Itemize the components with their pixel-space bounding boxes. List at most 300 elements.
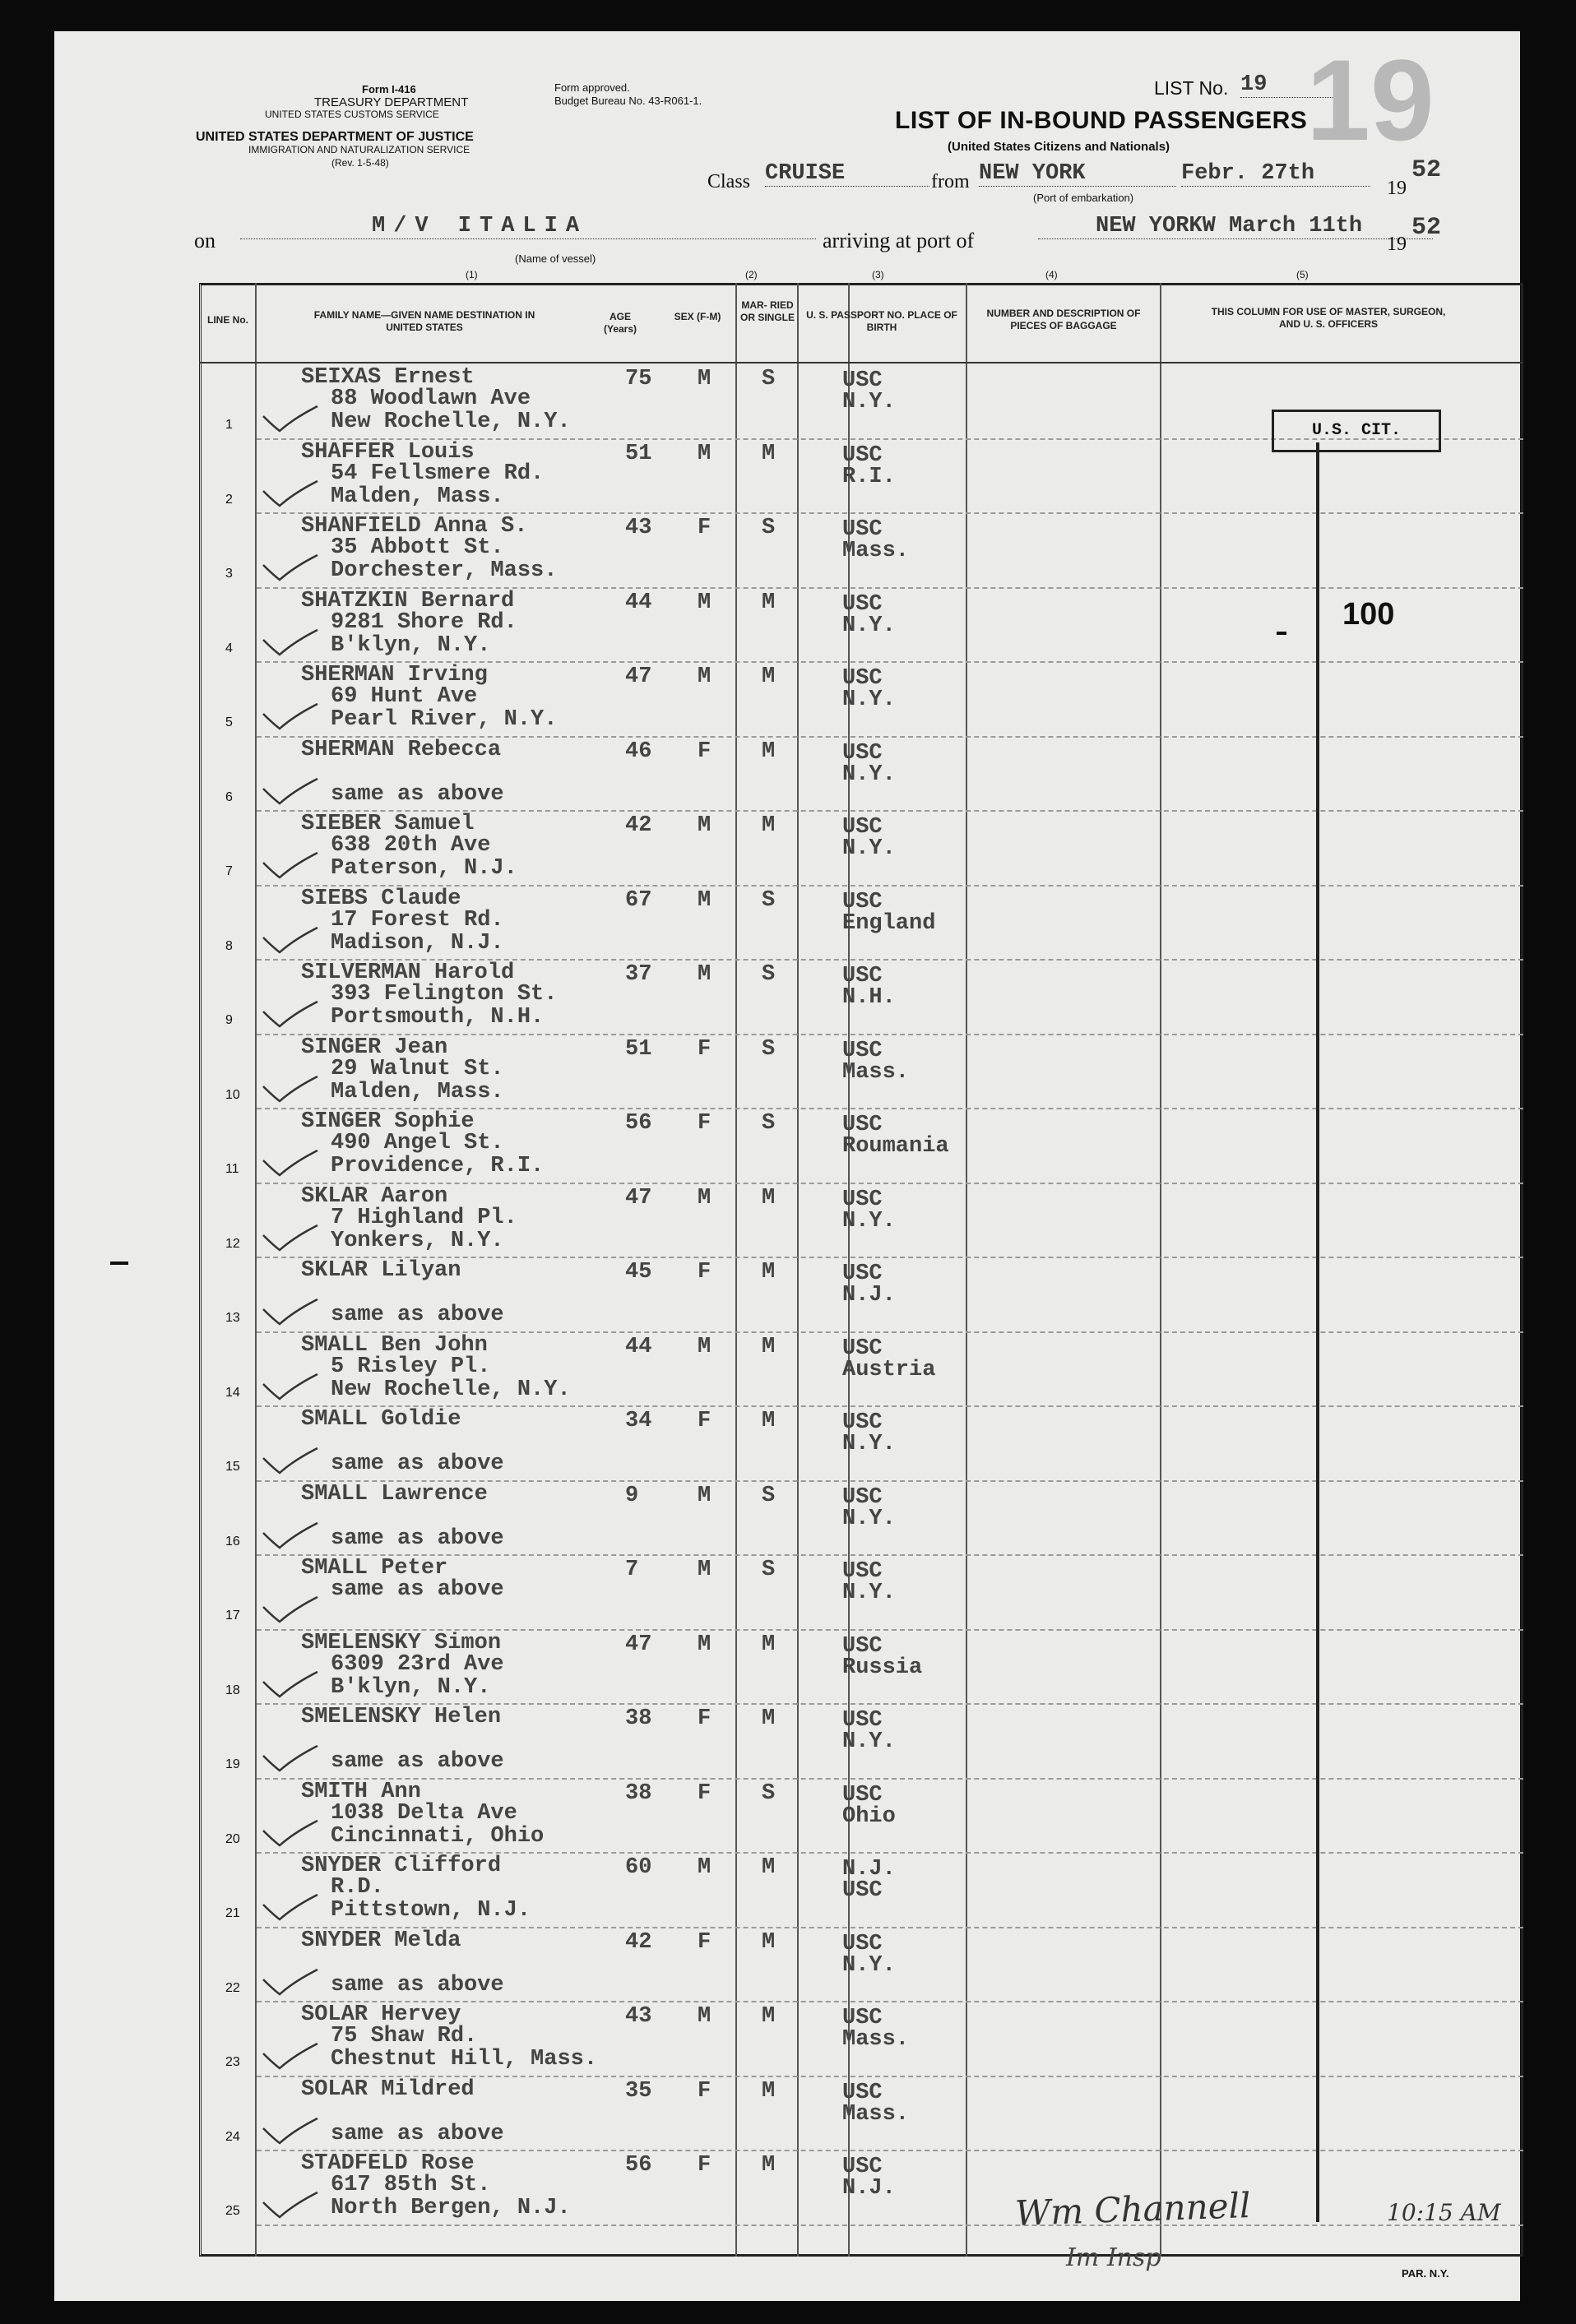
passenger-sex: M <box>698 1483 712 1508</box>
customs-label: UNITED STATES CUSTOMS SERVICE <box>265 109 439 120</box>
passenger-marital: M <box>762 1929 776 1955</box>
header-age: AGE (Years) <box>603 311 637 335</box>
passport-status: USC <box>842 2080 883 2105</box>
birthplace: N.Y. <box>842 836 896 861</box>
class-value: CRUISE <box>765 161 929 187</box>
passenger-age: 44 <box>625 1334 652 1359</box>
signature-time: 10:15 AM <box>1387 2199 1501 2226</box>
passport-status: USC <box>842 1187 883 1212</box>
passenger-marital: M <box>762 2153 776 2178</box>
birthplace: N.Y. <box>842 1432 896 1456</box>
passenger-sex: M <box>698 1855 712 1880</box>
passenger-address: 35 Abbott St. <box>331 535 504 560</box>
page-subtitle: (United States Citizens and Nationals) <box>948 140 1170 154</box>
row-separator <box>257 1778 1523 1780</box>
check-mark-icon <box>262 926 319 954</box>
line-number: 8 <box>225 938 233 953</box>
passenger-city: Pittstown, N.J. <box>331 1898 531 1923</box>
passenger-age: 47 <box>625 1185 652 1211</box>
col-number-5: (5) <box>1296 269 1309 280</box>
passport-status: N.J. <box>842 1857 896 1882</box>
check-mark-icon <box>262 2117 319 2145</box>
passenger-name: SKLAR Aaron <box>301 1183 448 1209</box>
passenger-sex: F <box>698 1929 712 1955</box>
ins-label: IMMIGRATION AND NATURALIZATION SERVICE <box>248 144 470 155</box>
passenger-age: 51 <box>625 1036 652 1062</box>
passenger-address: 17 Forest Rd. <box>331 907 504 933</box>
passenger-sex: M <box>698 664 712 689</box>
vessel-label: (Name of vessel) <box>515 252 596 265</box>
check-mark-icon <box>262 1744 319 1772</box>
passenger-city: North Bergen, N.J. <box>331 2196 571 2220</box>
passenger-name: SMELENSKY Simon <box>301 1630 502 1655</box>
line-number: 6 <box>225 789 233 804</box>
class-label: Class <box>707 171 751 192</box>
birthplace: England <box>842 910 936 936</box>
year-2: 52 <box>1411 214 1442 242</box>
passenger-address: 393 Felington St. <box>331 982 558 1007</box>
col-divider <box>966 283 967 2257</box>
vessel-name: M/V ITALIA <box>240 214 816 239</box>
passport-status: USC <box>842 889 883 914</box>
line-number: 13 <box>225 1311 240 1325</box>
passenger-age: 38 <box>625 1780 652 1806</box>
passenger-marital: M <box>762 1334 776 1359</box>
header-name: FAMILY NAME—GIVEN NAME DESTINATION IN UNITED STATES <box>313 309 535 333</box>
passenger-marital: M <box>762 664 776 689</box>
check-mark-icon <box>262 1149 319 1177</box>
passenger-sex: M <box>698 590 712 615</box>
passenger-city: New Rochelle, N.Y. <box>331 410 571 434</box>
passenger-name: SMELENSKY Helen <box>301 1705 502 1729</box>
passenger-marital: M <box>762 2004 776 2029</box>
arrival-port: NEW YORKW March 11th <box>1038 214 1433 239</box>
passenger-name: SMITH Ann <box>301 1779 421 1804</box>
passenger-name: SIEBS Claude <box>301 886 461 911</box>
line-number: 16 <box>225 1534 240 1549</box>
passport-status: USC <box>842 368 883 393</box>
passenger-name: SINGER Sophie <box>301 1109 475 1134</box>
line-number: 20 <box>225 1831 240 1846</box>
col-number-1: (1) <box>466 269 478 280</box>
passenger-name: SNYDER Melda <box>301 1928 461 1953</box>
passport-status: USC <box>842 517 883 542</box>
check-mark-icon <box>262 405 319 433</box>
line-number: 19 <box>225 1757 240 1771</box>
manifest-page <box>54 31 1520 2301</box>
line-number: 15 <box>225 1460 240 1474</box>
passenger-age: 7 <box>625 1558 639 1582</box>
passenger-name: SMALL Goldie <box>301 1407 461 1432</box>
passenger-address: 88 Woodlawn Ave <box>331 387 531 411</box>
treasury-label: TREASURY DEPARTMENT <box>314 95 469 109</box>
passenger-age: 34 <box>625 1409 652 1433</box>
passport-status: USC <box>842 1410 883 1435</box>
passenger-age: 51 <box>625 441 652 466</box>
passenger-city: Providence, R.I. <box>331 1154 545 1178</box>
passenger-marital: M <box>762 738 776 764</box>
passenger-sex: F <box>698 1409 712 1433</box>
passport-status: USC <box>842 591 883 617</box>
passenger-age: 43 <box>625 2004 652 2029</box>
birthplace: Mass. <box>842 2027 910 2052</box>
passenger-name: SMALL Peter <box>301 1556 448 1581</box>
check-mark-icon <box>262 851 319 879</box>
birthplace: N.J. <box>842 1283 896 1308</box>
passenger-sex: M <box>698 367 712 391</box>
line-number: 12 <box>225 1236 240 1251</box>
col-divider <box>1160 283 1161 2257</box>
passenger-count: 100 <box>1342 597 1395 632</box>
passenger-address: 490 Angel St. <box>331 1131 504 1155</box>
passenger-address: 1038 Delta Ave <box>331 1800 517 1826</box>
line-number: 24 <box>225 2129 240 2144</box>
passenger-age: 37 <box>625 962 652 987</box>
passenger-sex: F <box>698 1036 712 1062</box>
line-number: 5 <box>225 715 233 729</box>
passenger-marital: M <box>762 590 776 615</box>
passenger-address: 54 Fellsmere Rd. <box>331 461 545 486</box>
passenger-sex: F <box>698 1260 712 1285</box>
passenger-sex: F <box>698 2153 712 2178</box>
birthplace: N.H. <box>842 985 896 1010</box>
line-number: 1 <box>225 418 233 432</box>
birthplace: Russia <box>842 1655 923 1680</box>
birthplace: Ohio <box>842 1803 896 1829</box>
approved-label: Form approved. <box>554 81 630 94</box>
from-label: from <box>931 171 970 192</box>
passenger-marital: M <box>762 1260 776 1285</box>
passenger-name: STADFELD Rose <box>301 2151 475 2176</box>
passenger-marital: M <box>762 1632 776 1657</box>
check-mark-icon <box>262 702 319 730</box>
list-no-label: LIST No. <box>1154 77 1229 99</box>
passenger-address: 638 20th Ave <box>331 833 491 858</box>
passenger-sex: M <box>698 1185 712 1211</box>
passenger-sex: M <box>698 1632 712 1657</box>
passenger-sex: M <box>698 962 712 987</box>
passenger-marital: S <box>762 887 776 913</box>
check-mark-icon <box>262 1373 319 1400</box>
passport-status: USC <box>842 740 883 766</box>
passenger-age: 47 <box>625 664 652 689</box>
passenger-marital: S <box>762 1483 776 1508</box>
passenger-sex: M <box>698 1558 712 1582</box>
header-married: MAR- RIED OR SINGLE <box>739 299 795 323</box>
passenger-address: 6309 23rd Ave <box>331 1651 504 1677</box>
line-number: 3 <box>225 567 233 581</box>
passport-status: USC <box>842 1484 883 1510</box>
check-mark-icon <box>262 553 319 581</box>
line-number: 11 <box>225 1162 239 1176</box>
us-cit-stamp: U.S. CIT. <box>1272 410 1441 452</box>
passenger-name: SMALL Lawrence <box>301 1481 488 1507</box>
year-1: 52 <box>1411 156 1442 184</box>
passenger-marital: M <box>762 1706 776 1731</box>
passenger-marital: S <box>762 1111 776 1136</box>
passenger-age: 56 <box>625 2153 652 2178</box>
passenger-city: B'klyn, N.Y. <box>331 632 491 658</box>
passport-status: USC <box>842 2006 883 2030</box>
birthplace: R.I. <box>842 464 896 489</box>
passport-status: USC <box>842 1559 883 1584</box>
birthplace: N.Y. <box>842 762 896 787</box>
passenger-city: New Rochelle, N.Y. <box>331 1377 571 1402</box>
passenger-marital: S <box>762 516 776 540</box>
passenger-sex: F <box>698 516 712 540</box>
row-separator <box>257 2224 1523 2226</box>
signature-title: Im Insp <box>1066 2243 1161 2272</box>
form-number: Form I-416 <box>362 83 416 95</box>
passenger-marital: S <box>762 1558 776 1582</box>
passport-status: USC <box>842 1038 883 1063</box>
passenger-sex: M <box>698 813 712 838</box>
passenger-sex: F <box>698 2078 712 2104</box>
passenger-sex: M <box>698 1334 712 1359</box>
passport-status: USC <box>842 1113 883 1137</box>
year-prefix-1: 19 <box>1387 178 1407 199</box>
col-divider <box>735 283 737 2257</box>
birthplace: N.Y. <box>842 1581 896 1605</box>
line-number: 23 <box>225 2055 240 2069</box>
line-number: 7 <box>225 864 233 878</box>
passenger-marital: M <box>762 2078 776 2104</box>
passenger-marital: M <box>762 441 776 466</box>
birthplace: Austria <box>842 1357 936 1382</box>
from-date: Febr. 27th <box>1181 161 1370 187</box>
passenger-city: B'klyn, N.Y. <box>331 1674 491 1700</box>
birthplace: USC <box>842 1878 883 1903</box>
line-number: 2 <box>225 492 233 507</box>
passenger-address: 7 Highland Pl. <box>331 1205 517 1230</box>
passenger-city: Chestnut Hill, Mass. <box>331 2047 598 2072</box>
passenger-address: 75 Shaw Rd. <box>331 2024 478 2049</box>
passenger-city: Portsmouth, N.H. <box>331 1005 545 1030</box>
passenger-name: SHAFFER Louis <box>301 439 475 465</box>
check-mark-icon <box>262 479 319 507</box>
passenger-sex: F <box>698 1111 712 1136</box>
check-mark-icon <box>262 1075 319 1103</box>
passport-status: USC <box>842 1633 883 1659</box>
check-mark-icon <box>262 628 319 656</box>
passport-status: USC <box>842 964 883 988</box>
passenger-age: 38 <box>625 1706 652 1731</box>
inspector-signature: Wm Channell <box>1014 2185 1252 2234</box>
passenger-name: SKLAR Lilyan <box>301 1258 461 1283</box>
line-number: 22 <box>225 1980 240 1995</box>
passenger-name: SOLAR Hervey <box>301 2002 461 2027</box>
passenger-marital: S <box>762 1780 776 1806</box>
birthplace: Mass. <box>842 2101 910 2127</box>
passenger-name: SINGER Jean <box>301 1035 448 1060</box>
passenger-address: 5 Risley Pl. <box>331 1354 491 1379</box>
check-mark-icon <box>262 1447 319 1474</box>
embarkation-label: (Port of embarkation) <box>1033 192 1134 204</box>
from-port: NEW YORK <box>979 161 1176 187</box>
passenger-sex: M <box>698 2004 712 2029</box>
count-dash <box>1277 632 1286 635</box>
col-number-2: (2) <box>745 269 758 280</box>
check-mark-icon <box>262 2042 319 2070</box>
passenger-sex: F <box>698 738 712 764</box>
check-mark-icon <box>262 1595 319 1623</box>
passenger-age: 45 <box>625 1260 652 1285</box>
passenger-marital: M <box>762 1409 776 1433</box>
passport-status: USC <box>842 442 883 468</box>
passenger-name: SEIXAS Ernest <box>301 365 475 390</box>
passport-status: USC <box>842 1262 883 1286</box>
passport-status: USC <box>842 1708 883 1733</box>
check-mark-icon <box>262 777 319 805</box>
line-number: 17 <box>225 1609 240 1623</box>
passenger-city: Madison, N.J. <box>331 930 504 956</box>
birthplace: N.Y. <box>842 390 896 414</box>
header-baggage: NUMBER AND DESCRIPTION OF PIECES OF BAGGAGE <box>986 308 1141 331</box>
passenger-city: Yonkers, N.Y. <box>331 1228 504 1253</box>
passenger-city: same as above <box>331 781 504 807</box>
birthplace: Mass. <box>842 1059 910 1085</box>
line-number: 10 <box>225 1087 240 1102</box>
passenger-marital: M <box>762 813 776 838</box>
birthplace: N.Y. <box>842 687 896 712</box>
passenger-city: same as above <box>331 1451 504 1476</box>
big-list-number: 19 <box>1306 35 1435 164</box>
check-mark-icon <box>262 2191 319 2219</box>
passenger-city: same as above <box>331 1972 504 1998</box>
passenger-name: SOLAR Mildred <box>301 2076 475 2102</box>
passenger-city: Paterson, N.J. <box>331 856 517 881</box>
rev-label: (Rev. 1-5-48) <box>331 157 389 169</box>
passenger-age: 44 <box>625 590 652 615</box>
passenger-address: 617 85th St. <box>331 2173 491 2197</box>
birthplace: N.Y. <box>842 1208 896 1234</box>
passenger-name: SHATZKIN Bernard <box>301 588 515 613</box>
header-rule <box>199 362 1523 363</box>
margin-mark <box>110 1262 128 1265</box>
list-no-value: 19 <box>1240 72 1347 98</box>
passenger-marital: S <box>762 1036 776 1062</box>
arriving-label: arriving at port of <box>823 229 975 252</box>
passenger-sex: F <box>698 1780 712 1806</box>
check-mark-icon <box>262 1968 319 1996</box>
header-passport: U. S. PASSPORT NO. PLACE OF BIRTH <box>806 309 957 333</box>
passenger-age: 42 <box>625 1929 652 1955</box>
passenger-city: Pearl River, N.Y. <box>331 707 558 732</box>
check-mark-icon <box>262 1893 319 1921</box>
check-mark-icon <box>262 1521 319 1549</box>
passenger-age: 9 <box>625 1483 639 1508</box>
passenger-city: same as above <box>331 1525 504 1551</box>
passenger-age: 43 <box>625 516 652 540</box>
passenger-address: R.D. <box>331 1875 384 1900</box>
birthplace: N.J. <box>842 2176 896 2201</box>
doj-label: UNITED STATES DEPARTMENT OF JUSTICE <box>196 130 474 144</box>
passport-status: USC <box>842 1931 883 1956</box>
passenger-name: SHANFIELD Anna S. <box>301 514 528 539</box>
line-number: 21 <box>225 1906 240 1920</box>
passenger-age: 42 <box>625 813 652 838</box>
passenger-age: 60 <box>625 1855 652 1880</box>
check-mark-icon <box>262 1298 319 1326</box>
passenger-city: same as above <box>331 1303 504 1327</box>
passenger-city: same as above <box>331 1749 504 1774</box>
passenger-name: SIEBER Samuel <box>301 812 475 836</box>
passenger-name: SMALL Ben John <box>301 1332 488 1358</box>
line-number: 25 <box>225 2204 240 2218</box>
line-number: 14 <box>225 1385 240 1400</box>
birthplace: Roumania <box>842 1134 949 1159</box>
passenger-name: SHERMAN Irving <box>301 663 488 687</box>
passenger-age: 35 <box>625 2078 652 2104</box>
passenger-age: 75 <box>625 367 652 391</box>
header-sex: SEX (F-M) <box>674 311 721 322</box>
passenger-age: 56 <box>625 1111 652 1136</box>
officer-vertical-line <box>1316 442 1319 2222</box>
passenger-city: Dorchester, Mass. <box>331 558 558 583</box>
budget-label: Budget Bureau No. 43-R061-1. <box>554 95 702 107</box>
line-number: 4 <box>225 641 233 655</box>
passenger-city: same as above <box>331 2121 504 2146</box>
col-divider <box>255 283 257 2257</box>
on-label: on <box>194 229 216 252</box>
passport-status: USC <box>842 1336 883 1361</box>
birthplace: N.Y. <box>842 1729 896 1754</box>
passport-status: USC <box>842 815 883 840</box>
year-prefix-2: 19 <box>1387 234 1407 255</box>
passenger-city: Cincinnati, Ohio <box>331 1823 545 1849</box>
check-mark-icon <box>262 1000 319 1028</box>
passenger-marital: M <box>762 1855 776 1880</box>
passenger-age: 46 <box>625 738 652 764</box>
passenger-marital: S <box>762 962 776 987</box>
passenger-marital: S <box>762 367 776 391</box>
passenger-city: Malden, Mass. <box>331 484 504 509</box>
line-number: 9 <box>225 1013 233 1027</box>
passenger-address: 69 Hunt Ave <box>331 684 478 709</box>
footer-par: PAR. N.Y. <box>1402 2267 1449 2280</box>
header-officers: THIS COLUMN FOR USE OF MASTER, SURGEON, AND U. S. OFFICERS <box>1211 306 1446 330</box>
passenger-name: SILVERMAN Harold <box>301 961 515 985</box>
page-title: LIST OF IN-BOUND PASSENGERS <box>895 107 1308 134</box>
passport-status: USC <box>842 2155 883 2179</box>
check-mark-icon <box>262 1670 319 1698</box>
passenger-address: 29 Walnut St. <box>331 1056 504 1081</box>
col-divider <box>797 283 799 2257</box>
passenger-name: SHERMAN Rebecca <box>301 737 502 762</box>
passenger-sex: M <box>698 887 712 913</box>
col-number-3: (3) <box>872 269 884 280</box>
line-number: 18 <box>225 1683 240 1697</box>
passenger-address: 9281 Shore Rd. <box>331 609 517 635</box>
passenger-sex: M <box>698 441 712 466</box>
passenger-age: 47 <box>625 1632 652 1657</box>
passenger-city: Malden, Mass. <box>331 1079 504 1104</box>
passport-status: USC <box>842 1782 883 1808</box>
check-mark-icon <box>262 1819 319 1847</box>
birthplace: N.Y. <box>842 1506 896 1531</box>
passenger-marital: M <box>762 1185 776 1211</box>
birthplace: N.Y. <box>842 613 896 638</box>
passenger-sex: F <box>698 1706 712 1731</box>
passport-status: USC <box>842 666 883 691</box>
passenger-age: 67 <box>625 887 652 913</box>
passenger-name: SNYDER Clifford <box>301 1854 502 1878</box>
header-line-no: LINE No. <box>207 314 248 326</box>
birthplace: N.Y. <box>842 1952 896 1978</box>
birthplace: Mass. <box>842 539 910 563</box>
check-mark-icon <box>262 1224 319 1252</box>
col-number-4: (4) <box>1045 269 1058 280</box>
